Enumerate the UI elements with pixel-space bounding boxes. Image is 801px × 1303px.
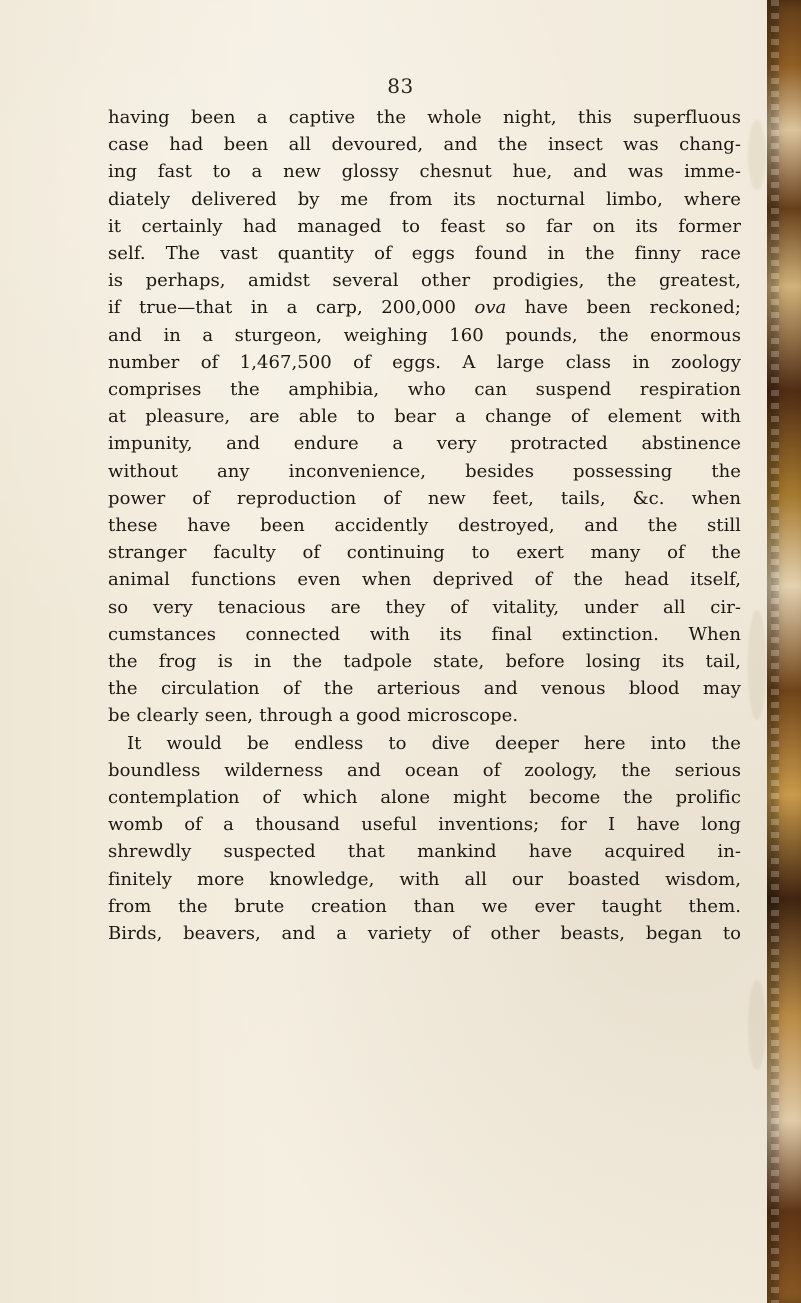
text-line: shrewdly suspected that mankind have acquired in- xyxy=(108,841,741,863)
text-line: boundless wilderness and ocean of zoology, the serious xyxy=(108,759,741,781)
paper-stain xyxy=(748,980,766,1070)
text-line: the frog is in the tadpole state, before losing its tail, xyxy=(108,651,741,673)
text-line: case had been all devoured, and the insect was chang- xyxy=(108,134,741,156)
text-line: self. The vast quantity of eggs found in the finny race xyxy=(108,243,741,265)
text-line: so very tenacious are they of vitality, under all cir- xyxy=(108,596,741,618)
text-line: cumstances connected with its final extinction. When xyxy=(108,623,741,645)
text-line: contemplation of which alone might become the prolific xyxy=(108,787,741,809)
paper-stain xyxy=(748,610,766,720)
text-line: womb of a thousand useful inventions; for I have long xyxy=(108,814,741,836)
page-number: 83 xyxy=(387,74,414,98)
text-line: at pleasure, are able to bear a change of element with xyxy=(108,406,741,428)
text-line: impunity, and endure a very protracted abstinence xyxy=(108,433,741,455)
text-line: and in a sturgeon, weighing 160 pounds, the enormous xyxy=(108,324,741,346)
text-line: having been a captive the whole night, this superfluous xyxy=(108,107,741,128)
paragraph-start-line: It would be endless to dive deeper here into the xyxy=(127,732,741,754)
text-line: Birds, beavers, and a variety of other beasts, began to xyxy=(108,923,741,945)
binding-edge xyxy=(767,0,801,1303)
text-line: number of 1,467,500 of eggs. A large class in zoology xyxy=(108,351,741,373)
text-line: is perhaps, amidst several other prodigies, the greatest, xyxy=(108,270,741,292)
text-line: from the brute creation than we ever taught them. xyxy=(108,895,741,917)
paper-stain xyxy=(748,120,766,190)
page-body xyxy=(108,104,741,947)
text-line: the circulation of the arterious and venous blood may xyxy=(108,678,741,700)
text-line: ing fast to a new glossy chesnut hue, and was imme- xyxy=(108,161,741,183)
line-suffix: have been reckoned; xyxy=(506,297,741,319)
line-prefix: if true—that in a carp, 200,000 xyxy=(108,297,475,319)
text-line: without any inconvenience, besides possessing the xyxy=(108,460,741,482)
text-line: these have been accidently destroyed, and the still xyxy=(108,515,741,537)
text-line: diately delivered by me from its nocturnal limbo, where xyxy=(108,188,741,210)
text-line: finitely more knowledge, with all our boasted wisdom, xyxy=(108,868,741,890)
text-line: comprises the amphibia, who can suspend respiration xyxy=(108,379,741,401)
text-line: stranger faculty of continuing to exert many of the xyxy=(108,542,741,564)
text-line: power of reproduction of new feet, tails, &c. when xyxy=(108,487,741,509)
italic-ova-word: ova xyxy=(474,297,507,319)
text-line-with-italic xyxy=(108,294,741,321)
paragraph-end-line: be clearly seen, through a good microscope. xyxy=(108,705,519,727)
text-line: animal functions even when deprived of the head itself, xyxy=(108,569,741,591)
text-line: it certainly had managed to feast so far on its former xyxy=(108,215,741,237)
